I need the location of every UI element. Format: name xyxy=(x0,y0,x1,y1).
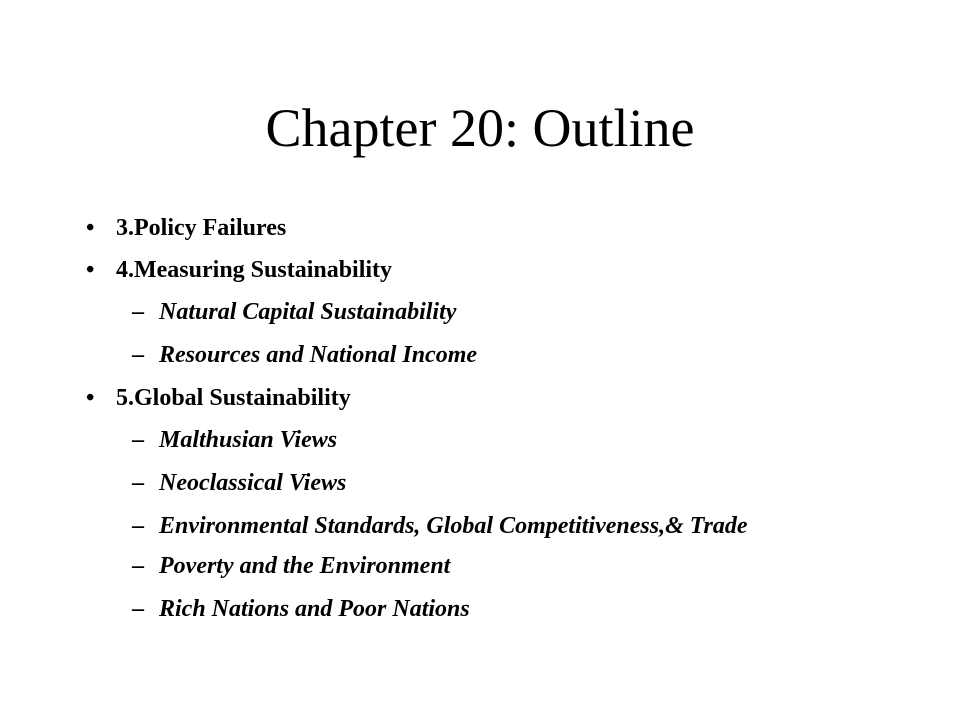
outline-subitem-text: Rich Nations and Poor Nations xyxy=(159,596,470,622)
slide-title: Chapter 20: Outline xyxy=(265,98,695,158)
outline-subitem-neoclassical-views xyxy=(0,468,960,498)
outline-subitem-poverty-environment xyxy=(0,551,960,581)
outline-subitem-environmental-standards xyxy=(0,511,960,541)
outline-subitem-text: Malthusian Views xyxy=(159,427,338,453)
outline-item-policy-failures xyxy=(0,213,960,243)
dash-marker: – xyxy=(132,513,144,539)
outline-subitem-malthusian-views xyxy=(0,425,960,455)
outline-item-measuring-sustainability xyxy=(0,255,960,285)
bullet-marker: • xyxy=(86,385,95,411)
bullet-marker: • xyxy=(86,257,95,283)
outline-item-text: 5.Global Sustainability xyxy=(116,385,351,411)
outline-list xyxy=(0,213,960,637)
dash-marker: – xyxy=(132,342,144,368)
outline-subitem-text: Resources and National Income xyxy=(159,342,478,368)
bullet-marker: • xyxy=(86,215,95,241)
outline-subitem-resources-national-income xyxy=(0,340,960,370)
outline-subitem-text: Environmental Standards, Global Competitiveness,& Trade xyxy=(159,513,748,539)
outline-subitem-text: Poverty and the Environment xyxy=(159,553,451,579)
dash-marker: – xyxy=(132,427,144,453)
outline-subitem-text: Natural Capital Sustainability xyxy=(159,299,457,325)
outline-subitem-natural-capital xyxy=(0,297,960,327)
dash-marker: – xyxy=(132,299,144,325)
outline-subitem-text: Neoclassical Views xyxy=(159,470,347,496)
outline-item-global-sustainability xyxy=(0,383,960,413)
dash-marker: – xyxy=(132,553,144,579)
dash-marker: – xyxy=(132,596,144,622)
outline-item-text: 3.Policy Failures xyxy=(116,215,287,241)
outline-subitem-rich-poor-nations xyxy=(0,594,960,624)
dash-marker: – xyxy=(132,470,144,496)
outline-item-text: 4.Measuring Sustainability xyxy=(116,257,393,283)
